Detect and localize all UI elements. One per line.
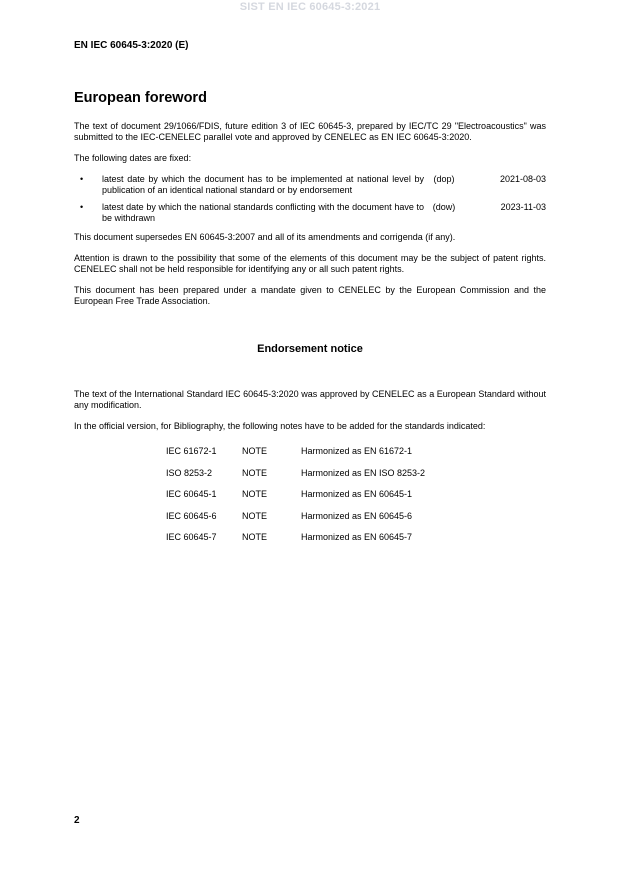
supersedes-paragraph: This document supersedes EN 60645-3:2007 and all of its amendments and corrigenda (if any). <box>74 232 456 242</box>
bullet: • <box>80 202 84 212</box>
bullet: • <box>80 174 84 184</box>
standard-cell: IEC 61672-1 <box>166 446 217 456</box>
dates-intro: The following dates are fixed: <box>74 153 192 163</box>
page-body <box>74 90 546 554</box>
page-number: 2 <box>74 815 80 826</box>
standard-cell: IEC 60645-7 <box>166 532 217 542</box>
bibliography-paragraph: In the official version, for Bibliography, the following notes have to be added for the standards indicated: <box>74 421 486 431</box>
table-row <box>166 511 425 533</box>
notes-table <box>166 446 425 554</box>
harmonized-cell: Harmonized as EN 61672-1 <box>301 446 413 456</box>
watermark: SIST EN IEC 60645-3:2021 <box>239 1 381 13</box>
endorsement-title: Endorsement notice <box>257 343 363 355</box>
dates-list <box>74 174 546 224</box>
table-row <box>166 446 425 468</box>
note-label-cell: NOTE <box>242 532 268 542</box>
harmonized-cell: Harmonized as EN 60645-7 <box>301 532 413 542</box>
standard-cell: IEC 60645-6 <box>166 510 217 521</box>
foreword-intro-paragraph: The text of document 29/1066/FDIS, future edition 3 of IEC 60645-3, prepared by IEC/TC 29 "Electroacoustics" was submitted to the IEC-CENELEC parallel vote and approved by CENELEC as EN IEC 60645-3:2020. <box>74 121 546 142</box>
harmonized-cell: Harmonized as EN 60645-6 <box>301 510 413 521</box>
note-label-cell: NOTE <box>242 510 268 521</box>
date-item-dow <box>74 202 546 224</box>
endorsement-paragraph: The text of the International Standard IEC 60645-3:2020 was approved by CENELEC as a European Standard without any modification. <box>74 389 546 410</box>
note-label-cell: NOTE <box>242 467 268 478</box>
note-label-cell: NOTE <box>242 446 268 456</box>
mandate-paragraph: This document has been prepared under a mandate given to CENELEC by the European Commission and the European Free Trade Association. <box>74 285 546 306</box>
date-description: latest date by which the national standards conflicting with the document have to be withdrawn <box>102 202 424 223</box>
date-value: 2021-08-03 <box>499 174 546 184</box>
date-code: (dop) <box>433 174 455 184</box>
patent-paragraph: Attention is drawn to the possibility that some of the elements of this document may be the subject of patent rights. CENELEC shall not be held responsible for identifying any or all such patent rights. <box>74 253 546 274</box>
table-row <box>166 532 425 554</box>
table-row <box>166 468 425 490</box>
date-description: latest date by which the document has to be implemented at national level by publication of an identical national standard or by endorsement <box>102 174 424 195</box>
date-item-dop <box>74 174 546 196</box>
foreword-title: European foreword <box>74 90 207 106</box>
standard-cell: ISO 8253-2 <box>166 467 213 478</box>
note-label-cell: NOTE <box>242 489 268 499</box>
date-code: (dow) <box>432 202 456 212</box>
table-row <box>166 489 425 511</box>
document-id: EN IEC 60645-3:2020 (E) <box>74 40 189 51</box>
standard-cell: IEC 60645-1 <box>166 489 217 499</box>
harmonized-cell: Harmonized as EN 60645-1 <box>301 489 413 499</box>
harmonized-cell: Harmonized as EN ISO 8253-2 <box>301 467 426 478</box>
date-value: 2023-11-03 <box>500 202 546 212</box>
